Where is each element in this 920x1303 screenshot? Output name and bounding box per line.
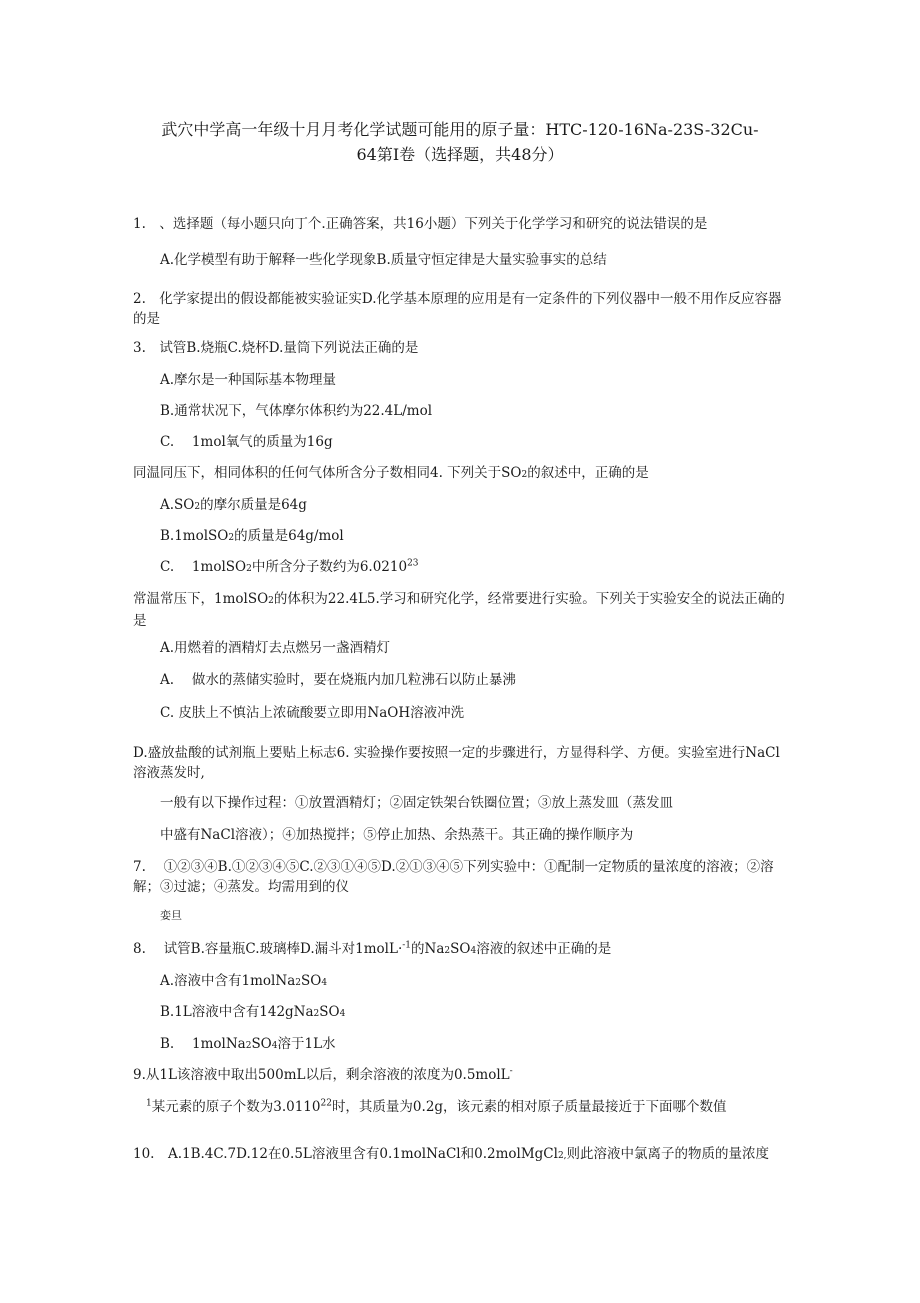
q4b-text-1: B.1molSO [160,528,229,544]
q4c-text-1: C. 1molSO [160,559,247,575]
q4-text-b: 的叙述中，正确的是 [527,465,649,481]
q4c-exponent: 23 [407,558,419,569]
q4-option-a [160,495,307,517]
q10-sub: 2, [557,1151,567,1161]
q8b-sub-2: 4 [339,1009,346,1019]
q5-option-a: A.用燃着的酒精灯去点燃另一盏酒精灯 [160,640,391,656]
q4-option-b [160,526,344,548]
q4a-text-1: A.SO [160,497,195,513]
q4c-sub: 2 [246,564,252,574]
q8-text-2: 的Na [411,941,445,957]
q8a-sub-1: 2 [295,978,301,988]
q5-option-c: C. 皮肤上不慎沾上浓硫酸要立即用NaOH溶液冲洗 [160,705,465,721]
question-5 [133,589,788,631]
q3-option-a: A.摩尔是一种国际基本物理量 [160,372,337,388]
question-3: 3. 试管B.烧瓶C.烧杯D.量筒下列说法正确的是 [133,340,419,356]
q6-steps-2: 中盛有NaCl溶液）；④加热搅拌；⑤停止加热、余热蒸干。其正确的操作顺序为 [160,827,634,843]
question-4 [133,463,649,485]
q4b-text-2: 的质量是64g/mol [234,528,344,544]
q8c-text-1: B. 1molNa [160,1036,246,1052]
q4a-text-2: 的摩尔质量是64g [200,497,307,513]
q10-text-1: 10. A.1B.4C.7D.12在0.5L溶液里含有0.1molNaCl和0.2molMgCl [133,1146,558,1162]
q8c-text-2: SO [251,1036,272,1052]
q8b-text-1: B.1L溶液中含有142gNa [160,1004,314,1020]
q8a-text-1: A.溶液中含有1molNa [160,973,296,989]
question-8 [133,939,611,961]
exam-title [130,117,790,167]
q8a-sub-2: 4 [321,978,328,988]
q9c-text-2: 时，其质量为0.2g，该元素的相对原子质量最接近于下面哪个数值 [331,1099,727,1115]
q1-options: A.化学模型有助于解释一些化学现象B.质量守恒定律是大量实验事实的总结 [160,252,607,268]
q8c-sub-1: 2 [245,1041,252,1051]
q4a-sub: 2 [194,502,201,512]
q5-option-b: A. 做水的蒸储实验时，要在烧瓶内加几粒沸石以防止暴沸 [160,672,516,688]
q3-option-c: C. 1mol氧气的质量为16g [160,434,333,450]
q9c-text-1: 某元素的原子个数为3.0110 [151,1099,321,1115]
q5-text-1: 常温常压下，1molSO [133,591,269,607]
q7-continuation: 娈旦 [160,909,182,922]
q8-option-b [160,1002,345,1024]
q9c-exponent: 1 [146,1098,152,1109]
q4c-text-2: 中所含分子数约为6.0210 [251,559,408,575]
q8-text-3: SO [450,941,471,957]
q4-text-a: 同温同压下，相同体积的任何气体所含分子数相同4. 下列关于SO [133,465,522,481]
q10-text-2: 则此溶液中氯离子的物质的量浓度 [566,1146,770,1162]
question-2: 2. 化学家提出的假设都能被实验证实D.化学基本原理的应用是有一定条件的下列仪器中一般不用作反应容器的是 [133,291,782,327]
question-9-continued [146,1097,727,1117]
q4-sub: 2 [521,470,528,480]
q8-sub-1: 2 [444,946,451,956]
q3-option-b: B.通常状况下，气体摩尔体积约为22.4L/mol [160,403,433,419]
question-7: 7. ①②③④B.①②③④⑤C.②③①④⑤D.②①③④⑤下列实验中：①配制一定物质的量浓度的溶液；②溶解；③过滤；④蒸发。均需用到的仪 [133,859,774,895]
q8-exponent: -1 [402,940,412,951]
question-9 [133,1065,513,1085]
question-1: 1. 、选择题（每小题只向丁个.正确答案，共16小题）下列关于化学学习和研究的说法错误的是 [133,216,708,232]
question-10 [133,1144,769,1166]
q8c-text-3: 溶于1L水 [277,1036,336,1052]
q8-option-a [160,971,327,993]
q5-sub: 2 [268,596,274,606]
q8-option-c [160,1034,336,1056]
q8-sub-2: 4 [470,946,477,956]
q8b-text-2: SO [319,1004,340,1020]
q9-exponent: - [509,1066,513,1077]
title-line-1: 武穴中学高一年级十月月考化学试题可能用的原子量：HTC-120-16Na-23S-32Cu- [161,120,759,139]
q6-steps-1: 一般有以下操作过程：①放置酒精灯；②固定铁架台铁圈位置；③放上蒸发皿（蒸发皿 [160,795,673,811]
q4-option-c [160,557,419,579]
title-line-2: 64第Ⅰ卷（选择题，共48分） [356,145,564,164]
q5-text-2: 的体积为22.4L5.学习和研究化学，经常要进行实验。下列关于实验安全的说法正确的是 [133,591,785,629]
q8-text-4: 溶液的叙述中正确的是 [476,941,612,957]
q4b-sub: 2 [228,533,235,543]
q8a-text-2: SO [300,973,322,989]
q8b-sub-1: 2 [313,1009,320,1019]
q9-text-1: 9.从1L该溶液中取出500mL以后，剩余溶液的浓度为0.5molL [133,1067,510,1083]
q8-text-1: 8. 试管B.容量瓶C.玻璃棒D.漏斗对1molL· [133,941,403,957]
q9c-exponent-2: 22 [320,1098,332,1109]
q8c-sub-2: 4 [271,1041,278,1051]
question-6: D.盛放盐酸的试剂瓶上要贴上标志6. 实验操作要按照一定的步骤进行，方显得科学、方便。实验室进行NaCl溶液蒸发时, [133,745,780,781]
